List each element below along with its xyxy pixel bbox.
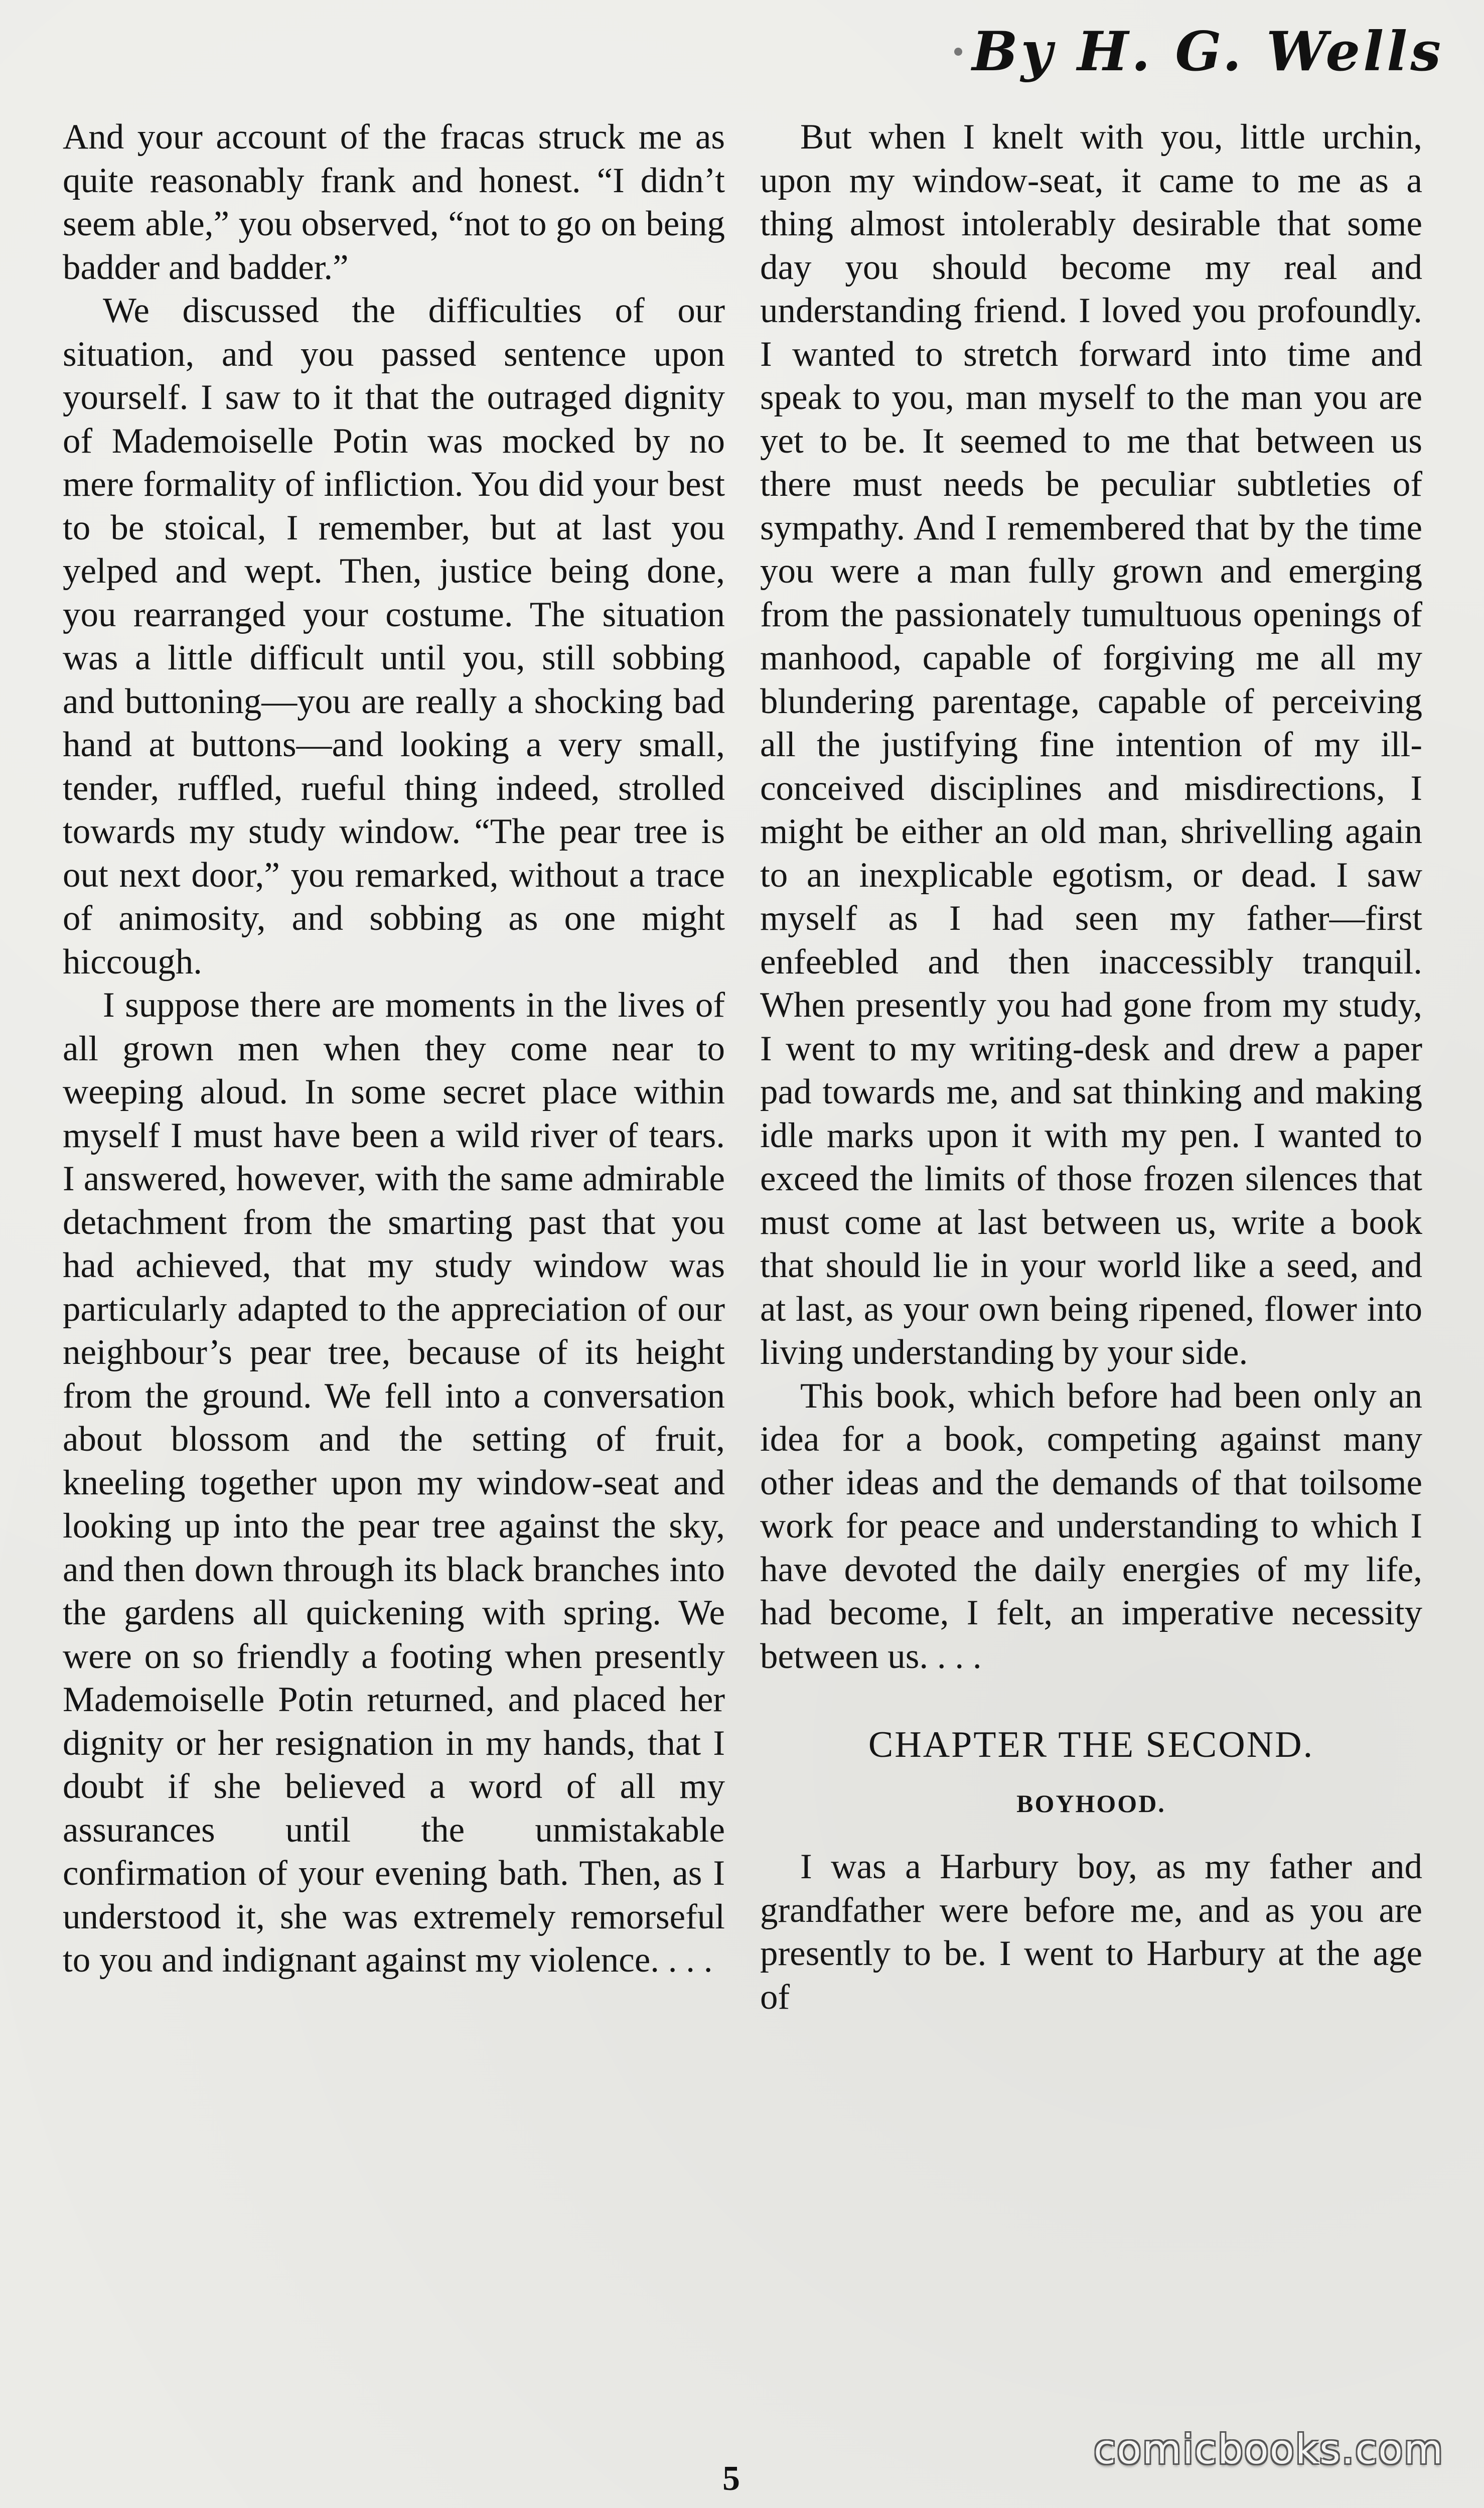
right-column: [760, 115, 1422, 2019]
page-number: 5: [722, 2459, 740, 2498]
left-column: [63, 115, 725, 1982]
paragraph: And your account of the fracas struck me as quite reasonably frank and honest. “I didn’t seem able,” you observed, “not to go on being badder and badder.”: [63, 117, 725, 287]
paragraph: But when I knelt with you, little urchin, upon my window-seat, it came to me as a thing almost intolerably desirable that some day you should become my real and understanding friend. I loved you profoundly. I wanted to stretch forward into time and speak to you, man myself to the man you are yet to be. It seemed to me that between us there must needs be peculiar subtleties of sympathy. And I remembered that by the time you were a man fully grown and emerging from the passionately tumultuous openings of manhood, capable of forgiving me all my blundering parentage, capable of perceiving all the justifying fine intention of my ill-conceived disciplines and misdirections, I might be either an old man, shrivelling again to an inexplicable egotism, or dead. I saw myself as I had seen my father—first enfeebled and then inaccessibly tranquil. When presently you had gone from my study, I went to my writing-desk and drew a paper pad towards me, and sat thinking and making idle marks upon it with my pen. I wanted to exceed the limits of those frozen silences that must come at last between us, write a book that should lie in your world like a seed, and at last, as your own being ripened, flower into living understanding by your side.: [760, 117, 1422, 1372]
paragraph: We discussed the difficulties of our situation, and you passed sentence upon yourself. I saw to it that the outraged dignity of Mademoiselle Potin was mocked by no mere formality of infliction. You did your best to be stoical, I remember, but at last you yelped and wept. Then, justice being done, you rearranged your costume. The situation was a little difficult until you, still sobbing and buttoning—you are really a shocking bad hand at buttons—and looking a very small, tender, ruffled, rueful thing indeed, strolled towards my study window. “The pear tree is out next door,” you remarked, without a trace of animosity, and sobbing as one might hiccough.: [63, 291, 725, 982]
paragraph: I was a Harbury boy, as my father and grandfather were before me, and as you are presently to be. I went to Harbury at the age of: [760, 1847, 1422, 2017]
paragraph: I suppose there are moments in the lives of all grown men when they come near to weeping aloud. In some secret place within myself I must have been a wild river of tears. I answered, however, with the same admirable detachment from the smarting past that you had achieved, that my study window was particularly adapted to the appreciation of our neighbour’s pear tree, because of its height from the ground. We fell into a conversation about blossom and the setting of fruit, kneeling together upon my window-seat and looking up into the pear tree against the sky, and then down through its black branches into the gardens all quickening with spring. We were on so friendly a footing when presently Mademoiselle Potin returned, and placed her dignity or her resignation in my hands, that I doubt if she believed a word of all my assurances until the unmistakable confirmation of your evening bath. Then, as I understood it, she was extremely remorseful to you and indignant against my violence. . . .: [63, 986, 725, 1980]
chapter-title: CHAPTER THE SECOND.: [868, 1724, 1314, 1765]
watermark: comicbooks.com: [1093, 2426, 1444, 2473]
author-byline: By H. G. Wells: [972, 20, 1444, 83]
paragraph: This book, which before had been only an idea for a book, competing against many other ideas and the demands of that toilsome work for peace and understanding to which I have devoted the daily energies of my life, had become, I felt, an imperative necessity between us. . . .: [760, 1376, 1422, 1676]
ornament-dot: [954, 48, 962, 56]
chapter-subtitle: BOYHOOD.: [1016, 1789, 1166, 1818]
